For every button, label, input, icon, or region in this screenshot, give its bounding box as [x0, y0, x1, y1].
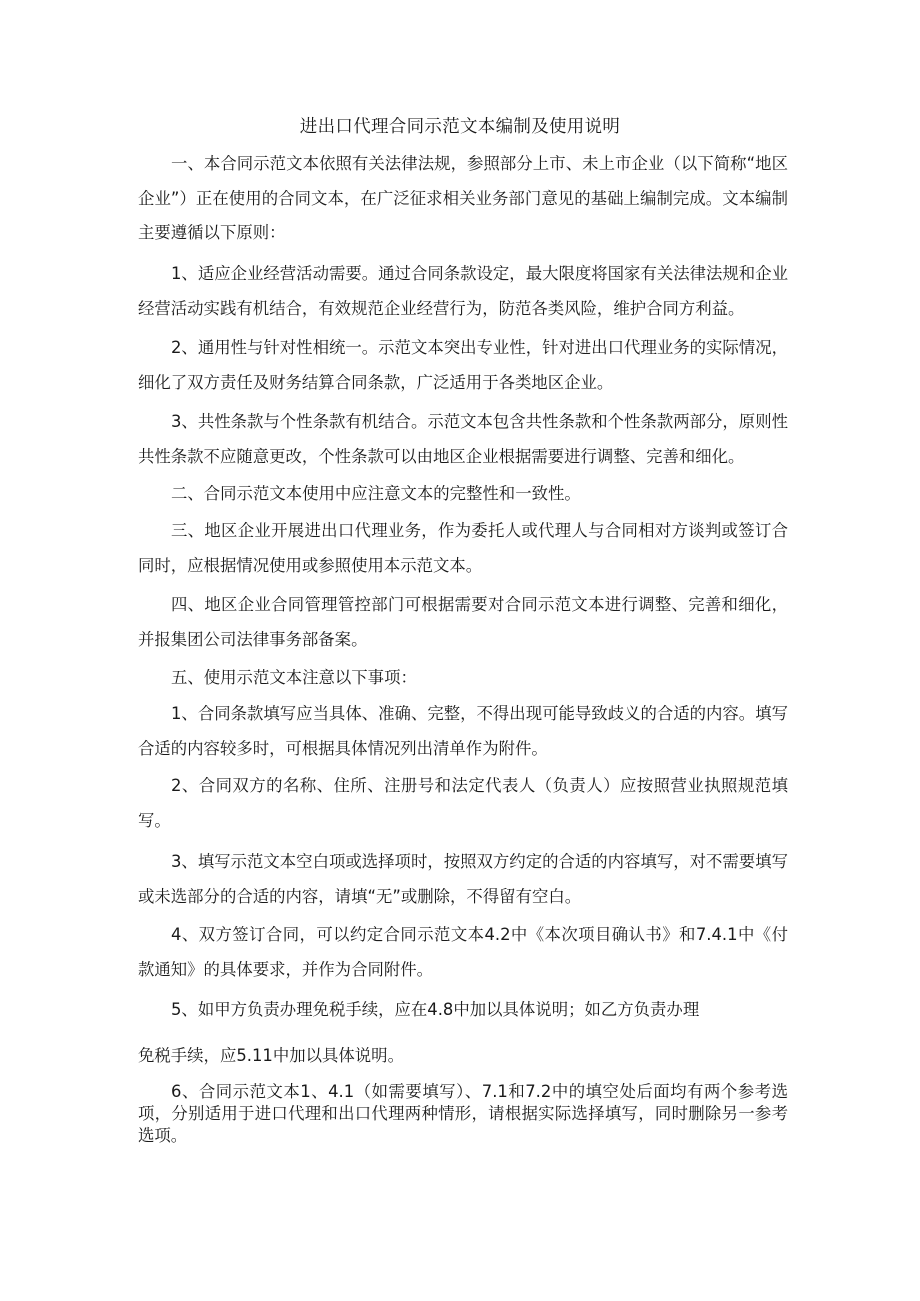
paragraph-11: 3、填写示范文本空白项或选择项时，按照双方约定的合适的内容填写，对不需要填写或未选部分的合适的内容，请填“无”或删除，不得留有空白。	[138, 852, 788, 906]
paragraph-9: 1、合同条款填写应当具体、准确、完整，不得出现可能导致歧义的合适的内容。填写合适的内容较多时，可根据具体情况列出清单作为附件。	[138, 704, 788, 758]
paragraph-8: 五、使用示范文本注意以下事项：	[171, 668, 417, 687]
paragraph-4: 3、共性条款与个性条款有机结合。示范文本包含共性条款和个性条款两部分，原则性共性条款不应随意更改，个性条款可以由地区企业根据需要进行调整、完善和细化。	[138, 412, 788, 466]
paragraph-14: 免税手续，应5.11中加以具体说明。	[138, 1046, 404, 1065]
paragraph-13: 5、如甲方负责办理免税手续，应在4.8中加以具体说明；如乙方负责办理	[171, 1000, 700, 1019]
paragraph-12: 4、双方签订合同，可以约定合同示范文本4.2中《本次项目确认书》和7.4.1中《付款通知》的具体要求，并作为合同附件。	[138, 925, 788, 979]
paragraph-7: 四、地区企业合同管理管控部门可根据需要对合同示范文本进行调整、完善和细化，并报集团公司法律事务部备案。	[138, 595, 788, 649]
paragraph-2: 1、适应企业经营活动需要。通过合同条款设定，最大限度将国家有关法律法规和企业经营活动实践有机结合，有效规范企业经营行为，防范各类风险，维护合同方利益。	[138, 264, 788, 318]
paragraph-15: 6、合同示范文本1、4.1（如需要填写）、7.1和7.2中的填空处后面均有两个参考选项，分别适用于进口代理和出口代理两种情形，请根据实际选择填写，同时删除另一参考选项。	[138, 1082, 788, 1145]
paragraph-10: 2、合同双方的名称、住所、注册号和法定代表人（负责人）应按照营业执照规范填写。	[138, 776, 788, 830]
paragraph-3: 2、通用性与针对性相统一。示范文本突出专业性，针对进出口代理业务的实际情况，细化了双方责任及财务结算合同条款，广泛适用于各类地区企业。	[138, 338, 788, 392]
document-title: 进出口代理合同示范文本编制及使用说明	[299, 117, 621, 137]
paragraph-6: 三、地区企业开展进出口代理业务，作为委托人或代理人与合同相对方谈判或签订合同时，应根据情况使用或参照使用本示范文本。	[138, 521, 788, 575]
paragraph-5: 二、合同示范文本使用中应注意文本的完整性和一致性。	[171, 484, 581, 503]
paragraph-1: 一、本合同示范文本依照有关法律法规，参照部分上市、未上市企业（以下简称“地区企业”）正在使用的合同文本，在广泛征求相关业务部门意见的基础上编制完成。文本编制主要遵循以下原则：	[138, 154, 788, 242]
